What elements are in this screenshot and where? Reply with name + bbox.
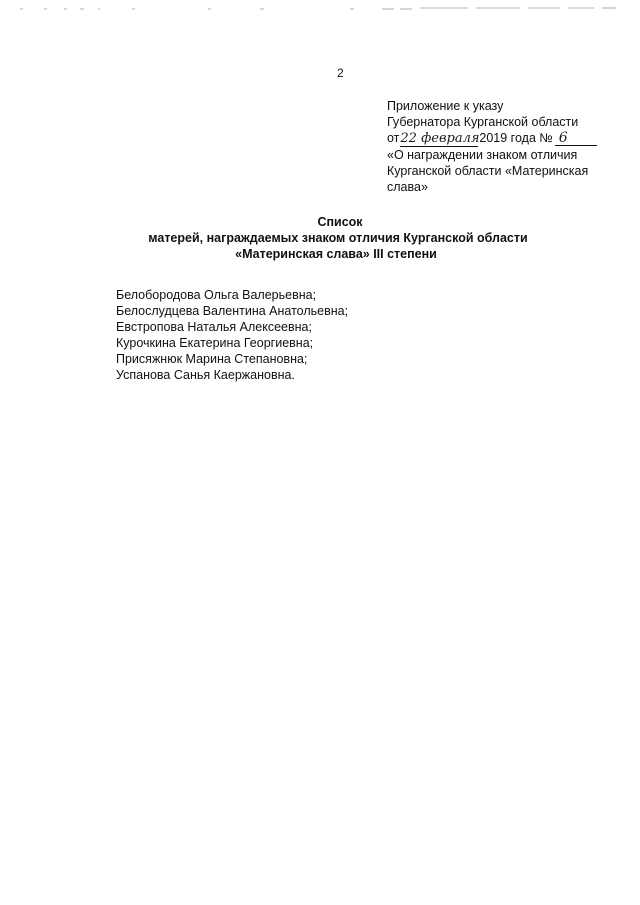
heading-title: Список (317, 215, 363, 229)
scan-noise-marks (20, 6, 620, 12)
heading-award: «Материнская слава» III степени (235, 247, 437, 261)
handwritten-date: 22 февраля (400, 131, 480, 146)
appendix-authority: Губернатора Курганской области (387, 115, 579, 129)
list-item: Белослудцева Валентина Анатольевна; (116, 304, 349, 318)
heading-subtitle: матерей, награждаемых знаком отличия Курганской области (148, 231, 528, 245)
appendix-subject-1: «О награждении знаком отличия (387, 148, 578, 162)
page-number: 2 (337, 66, 344, 80)
appendix-subject-2: Курганской области «Материнская (387, 164, 589, 178)
list-item: Курочкина Екатерина Георгиевна; (116, 336, 314, 350)
appendix-title: Приложение к указу (387, 99, 504, 113)
date-prefix: от (387, 131, 400, 145)
list-item: Успанова Санья Каержановна. (116, 368, 295, 382)
appendix-date-line (387, 130, 627, 147)
document-heading (0, 214, 640, 262)
list-item: Присяжнюк Марина Степановна; (116, 352, 308, 366)
handwritten-number: 6 (555, 131, 597, 146)
list-item: Белобородова Ольга Валерьевна; (116, 288, 317, 302)
list-item: Евстропова Наталья Алексеевна; (116, 320, 312, 334)
appendix-block (387, 98, 627, 195)
appendix-subject-3: слава» (387, 180, 428, 194)
date-suffix: 2019 года № (479, 131, 553, 145)
names-list (116, 287, 348, 383)
